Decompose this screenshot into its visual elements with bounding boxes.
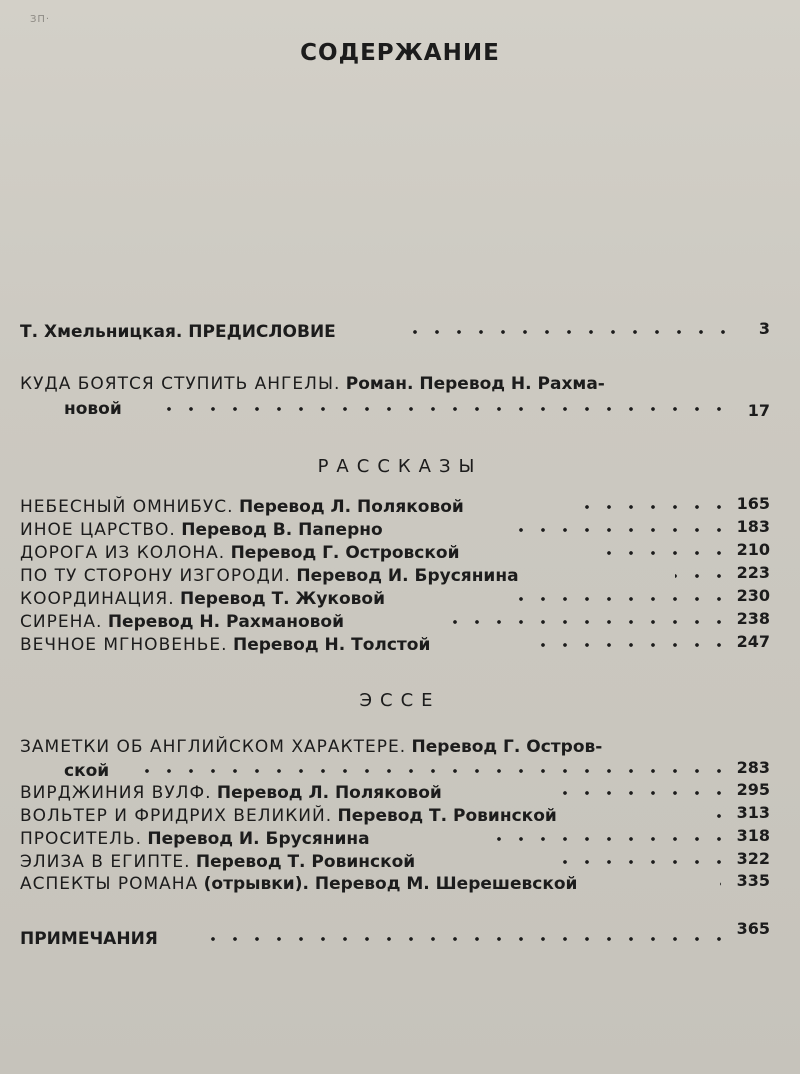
leader-dots [585,504,730,510]
toc-entry-page: 183 [736,517,770,536]
toc-entry-page: 3 [758,319,770,338]
page-title: СОДЕРЖАНИЕ [300,40,500,66]
leader-dots [505,527,730,533]
leader-dots [550,859,730,865]
toc-entry-essay [20,851,770,873]
toc-entry-title: СИРЕНА. Перевод Н. Рахмановой [20,612,344,632]
toc-entry-page: 295 [736,780,770,799]
toc-entry-title: ПРИМЕЧАНИЯ [20,929,158,949]
toc-entry-page: 283 [736,758,770,777]
toc-entry-page: 210 [736,540,770,559]
leader-dots [490,836,730,842]
toc-entry-essay [20,828,770,850]
toc-entry-story [20,611,770,633]
toc-entry-notes [20,919,770,950]
toc-entry-title: ПРОСИТЕЛЬ. Перевод И. Брусянина [20,829,370,849]
toc-entry-title: ИНОЕ ЦАРСТВО. Перевод В. Паперно [20,520,383,540]
toc-entry-page: 322 [736,849,770,868]
toc-entry-page: 165 [736,494,770,513]
leader-dots [405,329,734,335]
toc-entry-title: АСПЕКТЫ РОМАНА (отрывки). Перевод М. Шерешевской [20,874,578,894]
toc-entry-page: 313 [736,803,770,822]
toc-entry-page: 17 [747,401,770,420]
leader-dots [555,790,730,796]
toc-entry-page: 230 [736,586,770,605]
toc-entry-preface [20,321,770,343]
leader-dots [700,813,730,819]
section-heading-essays: ЭССЕ [359,690,441,711]
leader-dots [530,642,730,648]
toc-entry-story [20,542,770,564]
leader-dots [210,936,730,942]
toc-entry-page: 335 [736,871,770,890]
toc-entry-essay [20,736,770,758]
toc-entry-story [20,496,770,518]
toc-entry-page: 318 [736,826,770,845]
toc-entry-story [20,519,770,541]
toc-entry-novel [20,373,770,395]
toc-entry-novel-continuation [20,398,770,420]
toc-entry-story [20,634,770,656]
toc-entry-title: Т. Хмельницкая. ПРЕДИСЛОВИЕ [20,322,336,342]
leader-dots [505,596,730,602]
toc-entry-essay [20,805,770,827]
toc-entry-essay [20,873,770,895]
toc-entry-title: КООРДИНАЦИЯ. Перевод Т. Жуковой [20,589,386,609]
toc-entry-essay-continuation [20,760,770,782]
toc-entry-page: 223 [736,563,770,582]
toc-entry-title: ВИРДЖИНИЯ ВУЛФ. Перевод Л. Поляковой [20,783,442,803]
toc-entry-page: 365 [736,919,770,938]
toc-entry-title: КУДА БОЯТСЯ СТУПИТЬ АНГЕЛЫ. Роман. Перевод Н. Рахма- [20,374,605,394]
toc-entry-title: ВОЛЬТЕР И ФРИДРИХ ВЕЛИКИЙ. Перевод Т. Ровинской [20,806,557,826]
toc-entry-essay [20,782,770,804]
toc-entry-page: 238 [736,609,770,628]
toc-entry-title-continuation: новой [64,399,122,419]
corner-mark: ЗП· [30,14,51,25]
leader-dots [150,406,730,412]
toc-entry-title-continuation: ской [64,761,110,781]
toc-entry-title: НЕБЕСНЫЙ ОМНИБУС. Перевод Л. Поляковой [20,497,464,517]
leader-dots [720,881,730,887]
toc-entry-title: ЗАМЕТКИ ОБ АНГЛИЙСКОМ ХАРАКТЕРЕ. Перевод Г. Остров- [20,737,603,757]
leader-dots [140,768,730,774]
leader-dots [675,573,730,579]
toc-entry-title: ВЕЧНОЕ МГНОВЕНЬЕ. Перевод Н. Толстой [20,635,431,655]
toc-entry-title: ЭЛИЗА В ЕГИПТЕ. Перевод Т. Ровинской [20,852,416,872]
leader-dots [450,619,730,625]
toc-entry-page: 247 [736,632,770,651]
toc-entry-story [20,588,770,610]
toc-entry-title: ПО ТУ СТОРОНУ ИЗГОРОДИ. Перевод И. Брусянина [20,566,519,586]
section-heading-stories: РАССКАЗЫ [317,456,483,477]
toc-entry-story [20,565,770,587]
toc-entry-title: ДОРОГА ИЗ КОЛОНА. Перевод Г. Островской [20,543,460,563]
leader-dots [600,550,730,556]
